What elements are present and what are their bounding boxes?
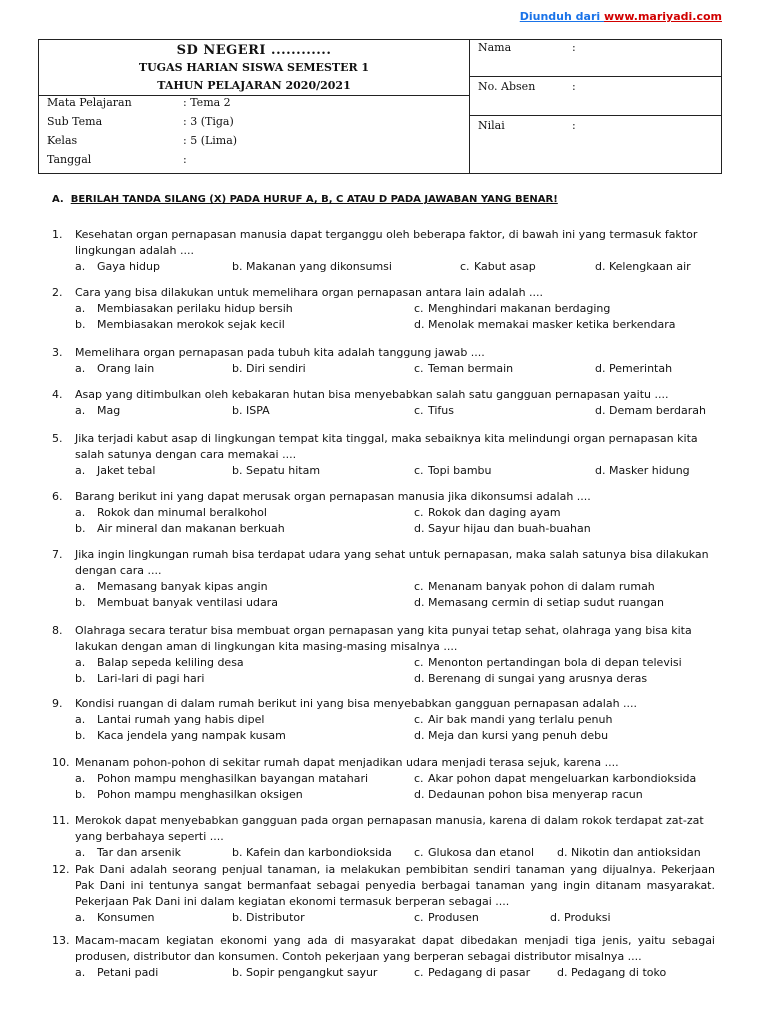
question-number: 8.: [52, 624, 63, 637]
option-letter: c.: [414, 506, 424, 519]
worksheet-header: [38, 39, 722, 174]
option-letter: d.: [414, 788, 425, 801]
option-letter: a.: [75, 260, 86, 273]
info-value: : 3 (Tiga): [183, 115, 234, 128]
field-divider: [470, 76, 721, 77]
field-divider: [470, 115, 721, 116]
option-letter: d.: [414, 672, 425, 685]
question-number: 2.: [52, 286, 63, 299]
student-fields-box: [469, 39, 722, 174]
option-text: Distributor: [246, 911, 305, 924]
question-text: Asap yang ditimbulkan oleh kebakaran hutan bisa menyebabkan salah satu gangguan pernapasan yaitu ....: [75, 388, 669, 401]
option-letter: b.: [232, 966, 243, 979]
option-letter: c.: [414, 713, 424, 726]
school-title-box: [38, 39, 470, 96]
option-text: Produsen: [428, 911, 479, 924]
option-letter: b.: [75, 522, 86, 535]
instruction-text: BERILAH TANDA SILANG (X) PADA HURUF A, B, C ATAU D PADA JAWABAN YANG BENAR!: [70, 194, 558, 205]
option-text: Sopir pengangkut sayur: [246, 966, 378, 979]
question-number: 7.: [52, 548, 63, 561]
academic-year: TAHUN PELAJARAN 2020/2021: [157, 79, 351, 92]
option-text: Menonton pertandingan bola di depan televisi: [428, 656, 682, 669]
option-letter: c.: [460, 260, 470, 273]
option-letter: b.: [75, 318, 86, 331]
field-label: Nilai: [478, 119, 505, 132]
option-letter: d.: [595, 464, 606, 477]
option-letter: d.: [595, 404, 606, 417]
option-letter: d.: [414, 522, 425, 535]
option-letter: a.: [75, 713, 86, 726]
option-letter: a.: [75, 464, 86, 477]
option-text: Menghindari makanan berdaging: [428, 302, 611, 315]
option-letter: b.: [75, 596, 86, 609]
question-number: 3.: [52, 346, 63, 359]
option-text: Balap sepeda keliling desa: [97, 656, 244, 669]
field-colon: :: [572, 119, 576, 132]
question-number: 1.: [52, 228, 63, 241]
question-text: Kesehatan organ pernapasan manusia dapat terganggu oleh beberapa faktor, di bawah ini yang termasuk faktor lingkungan adalah ....: [75, 228, 698, 257]
question-number: 9.: [52, 697, 63, 710]
option-text: Sayur hijau dan buah-buahan: [428, 522, 591, 535]
option-text: Pohon mampu menghasilkan oksigen: [97, 788, 303, 801]
option-letter: c.: [414, 580, 424, 593]
question-number: 13.: [52, 934, 70, 947]
subject-info-box: [38, 95, 470, 174]
section-letter: A.: [52, 194, 64, 205]
option-text: Berenang di sungai yang arusnya deras: [428, 672, 648, 685]
option-letter: b.: [232, 362, 243, 375]
question-number: 4.: [52, 388, 63, 401]
option-text: Pedagang di pasar: [428, 966, 531, 979]
info-value: : 5 (Lima): [183, 134, 238, 147]
option-text: Diri sendiri: [246, 362, 306, 375]
option-text: Membuat banyak ventilasi udara: [97, 596, 278, 609]
option-letter: a.: [75, 302, 86, 315]
option-text: Jaket tebal: [97, 464, 156, 477]
option-text: Air bak mandi yang terlalu penuh: [428, 713, 613, 726]
option-letter: d.: [595, 362, 606, 375]
option-text: Konsumen: [97, 911, 155, 924]
question-text: Memelihara organ pernapasan pada tubuh kita adalah tanggung jawab ....: [75, 346, 485, 359]
option-text: Demam berdarah: [609, 404, 706, 417]
option-text: Mag: [97, 404, 121, 417]
option-text: ISPA: [246, 404, 270, 417]
option-text: Rokok dan minumal beralkohol: [97, 506, 267, 519]
option-letter: b.: [232, 260, 243, 273]
option-letter: a.: [75, 580, 86, 593]
option-text: Lantai rumah yang habis dipel: [97, 713, 265, 726]
option-text: Dedaunan pohon bisa menyerap racun: [428, 788, 643, 801]
option-letter: d.: [557, 846, 568, 859]
option-letter: a.: [75, 656, 86, 669]
info-value: : Tema 2: [183, 96, 231, 109]
option-text: Produksi: [564, 911, 611, 924]
option-text: Memasang banyak kipas angin: [97, 580, 268, 593]
option-text: Kaca jendela yang nampak kusam: [97, 729, 286, 742]
option-text: Nikotin dan antioksidan: [571, 846, 701, 859]
option-letter: c.: [414, 911, 424, 924]
option-text: Memasang cermin di setiap sudut ruangan: [428, 596, 665, 609]
option-letter: c.: [414, 362, 424, 375]
option-text: Menanam banyak pohon di dalam rumah: [428, 580, 655, 593]
option-letter: b.: [232, 846, 243, 859]
option-text: Tar dan arsenik: [97, 846, 182, 859]
option-text: Air mineral dan makanan berkuah: [97, 522, 285, 535]
option-text: Membiasakan perilaku hidup bersih: [97, 302, 293, 315]
option-text: Pemerintah: [609, 362, 673, 375]
source-prefix: Diunduh dari: [519, 10, 604, 23]
question-number: 11.: [52, 814, 70, 827]
option-letter: b.: [75, 788, 86, 801]
option-text: Topi bambu: [428, 464, 492, 477]
option-letter: d.: [557, 966, 568, 979]
info-label: Tanggal: [47, 153, 92, 166]
option-letter: b.: [75, 672, 86, 685]
info-value: :: [183, 153, 187, 166]
option-text: Glukosa dan etanol: [428, 846, 534, 859]
source-url-link[interactable]: www.mariyadi.com: [604, 10, 722, 23]
option-letter: a.: [75, 772, 86, 785]
option-letter: c.: [414, 464, 424, 477]
question-number: 10.: [52, 756, 70, 769]
option-letter: d.: [550, 911, 561, 924]
option-text: Gaya hidup: [97, 260, 160, 273]
question-text: Olahraga secara teratur bisa membuat organ pernapasan yang kita punyai tetap sehat, olahraga yang bisa kita lakukan dengan aman di lingkungan kita masing-masing misalnya ....: [75, 624, 692, 653]
option-text: Pohon mampu menghasilkan bayangan matahari: [97, 772, 369, 785]
option-letter: d.: [414, 596, 425, 609]
question-text: Menanam pohon-pohon di sekitar rumah dapat menjadikan udara menjadi terasa sejuk, karena ....: [75, 756, 619, 769]
question-text: Jika terjadi kabut asap di lingkungan tempat kita tinggal, maka sebaiknya kita melindungi organ pernapasan kita salah satunya dengan cara memakai ....: [75, 432, 698, 461]
option-letter: b.: [232, 404, 243, 417]
field-label: Nama: [478, 41, 512, 54]
option-text: Pedagang di toko: [571, 966, 667, 979]
option-text: Akar pohon dapat mengeluarkan karbondioksida: [428, 772, 697, 785]
section-instruction: [52, 194, 558, 205]
option-letter: c.: [414, 302, 424, 315]
question-text: Kondisi ruangan di dalam rumah berikut ini yang bisa menyebabkan gangguan pernapasan adalah ....: [75, 697, 638, 710]
question-text: Pak Dani adalah seorang penjual tanaman, ia melakukan pembibitan sendiri tanaman yang dijualnya. Pekerjaan Pak Dani ini tentunya sangat bermanfaat sebagai penyedia berbagai tanaman yang ingin ditanam masyarakat. Pekerjaan Pak Dani ini dalam kegiatan ekonomi termasuk berperan sebagai ....: [75, 863, 715, 908]
field-colon: :: [572, 80, 576, 93]
question-number: 5.: [52, 432, 63, 445]
option-letter: a.: [75, 362, 86, 375]
option-text: Tifus: [428, 404, 455, 417]
option-text: Teman bermain: [428, 362, 514, 375]
question-text: Cara yang bisa dilakukan untuk memelihara organ pernapasan antara lain adalah ....: [75, 286, 544, 299]
option-text: Kelengkaan air: [609, 260, 691, 273]
option-text: Rokok dan daging ayam: [428, 506, 561, 519]
option-text: Makanan yang dikonsumsi: [246, 260, 392, 273]
option-letter: c.: [414, 846, 424, 859]
info-label: Mata Pelajaran: [47, 96, 132, 109]
option-text: Lari-lari di pagi hari: [97, 672, 205, 685]
source-credit: [520, 10, 722, 23]
option-text: Masker hidung: [609, 464, 690, 477]
info-label: Kelas: [47, 134, 78, 147]
option-text: Kafein dan karbondioksida: [246, 846, 392, 859]
option-letter: b.: [232, 911, 243, 924]
option-text: Meja dan kursi yang penuh debu: [428, 729, 609, 742]
option-letter: c.: [414, 772, 424, 785]
task-title: TUGAS HARIAN SISWA SEMESTER 1: [138, 61, 370, 74]
question-text: Barang berikut ini yang dapat merusak organ pernapasan manusia jika dikonsumsi adalah ....: [75, 490, 591, 503]
option-letter: b.: [232, 464, 243, 477]
question-number: 12.: [52, 863, 70, 876]
question-number: 6.: [52, 490, 63, 503]
question-text: Macam-macam kegiatan ekonomi yang ada di masyarakat dapat dibedakan menjadi tiga jenis, yaitu sebagai produsen, distributor dan konsumen. Contoh pekerjaan yang berperan sebagai distributor misalnya ....: [75, 934, 715, 963]
field-label: No. Absen: [478, 80, 536, 93]
option-letter: a.: [75, 966, 86, 979]
option-letter: d.: [414, 729, 425, 742]
option-text: Petani padi: [97, 966, 159, 979]
option-text: Menolak memakai masker ketika berkendara: [428, 318, 676, 331]
option-text: Kabut asap: [474, 260, 536, 273]
field-colon: :: [572, 41, 576, 54]
option-letter: b.: [75, 729, 86, 742]
option-text: Membiasakan merokok sejak kecil: [97, 318, 285, 331]
option-letter: a.: [75, 846, 86, 859]
option-text: Orang lain: [97, 362, 155, 375]
option-text: Sepatu hitam: [246, 464, 321, 477]
question-text: Jika ingin lingkungan rumah bisa terdapat udara yang sehat untuk pernapasan, maka salah satunya bisa dilakukan dengan cara ....: [75, 548, 709, 577]
info-label: Sub Tema: [47, 115, 103, 128]
option-letter: d.: [595, 260, 606, 273]
school-name: SD NEGERI ............: [176, 43, 332, 58]
option-letter: c.: [414, 656, 424, 669]
option-letter: c.: [414, 966, 424, 979]
option-letter: c.: [414, 404, 424, 417]
option-letter: a.: [75, 911, 86, 924]
option-letter: a.: [75, 404, 86, 417]
option-letter: d.: [414, 318, 425, 331]
option-letter: a.: [75, 506, 86, 519]
question-text: Merokok dapat menyebabkan gangguan pada organ pernapasan manusia, karena di dalam rokok terdapat zat-zat yang berbahaya seperti ....: [75, 814, 704, 843]
